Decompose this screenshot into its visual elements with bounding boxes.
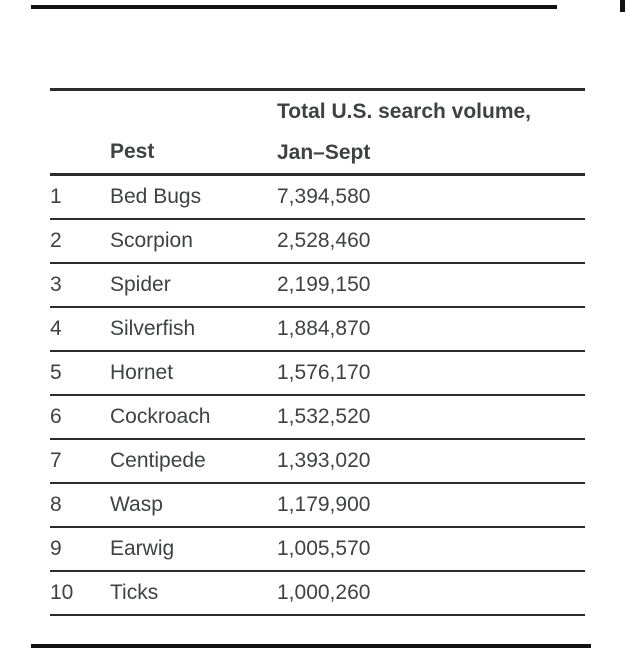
- rank-cell: 4: [50, 317, 62, 340]
- rank-cell: 1: [50, 185, 62, 208]
- rank-cell: 3: [50, 273, 62, 296]
- table-row: [50, 440, 585, 484]
- pest-cell: Hornet: [110, 361, 174, 384]
- table-row: [50, 308, 585, 352]
- pest-search-volume-table: [50, 88, 585, 616]
- volume-cell: 1,576,170: [277, 361, 371, 384]
- rank-cell: 9: [50, 537, 62, 560]
- rank-cell: 5: [50, 361, 62, 384]
- volume-cell: 1,884,870: [277, 317, 371, 340]
- volume-cell: 7,394,580: [277, 185, 371, 208]
- volume-cell: 1,179,900: [277, 493, 371, 516]
- pest-cell: Bed Bugs: [110, 185, 202, 208]
- rank-cell: 6: [50, 405, 62, 428]
- pest-cell: Scorpion: [110, 229, 193, 252]
- table-row: [50, 396, 585, 440]
- volume-cell: 2,199,150: [277, 273, 371, 296]
- volume-cell: 1,005,570: [277, 537, 371, 560]
- table-row: [50, 528, 585, 572]
- pest-cell: Centipede: [110, 449, 206, 472]
- volume-cell: 1,000,260: [277, 581, 371, 604]
- rank-cell: 10: [50, 581, 74, 604]
- top-border-line: [31, 5, 557, 9]
- top-right-line-fragment: [620, 0, 625, 12]
- pest-cell: Ticks: [110, 581, 159, 604]
- pest-cell: Cockroach: [110, 405, 211, 428]
- pest-cell: Wasp: [110, 493, 163, 516]
- table-row: [50, 176, 585, 220]
- table-row: [50, 572, 585, 616]
- table-header-row: [50, 88, 585, 176]
- bottom-border-line: [31, 644, 591, 648]
- table-row: [50, 484, 585, 528]
- volume-header-line2: Jan–Sept: [277, 141, 371, 164]
- pest-header-cell: Pest: [110, 140, 155, 163]
- pest-cell: Spider: [110, 273, 171, 296]
- volume-cell: 1,532,520: [277, 405, 371, 428]
- rank-cell: 8: [50, 493, 62, 516]
- rank-header-cell: [50, 91, 110, 173]
- table-row: [50, 220, 585, 264]
- rank-cell: 2: [50, 229, 62, 252]
- volume-cell: 1,393,020: [277, 449, 371, 472]
- volume-header-cell: [277, 91, 585, 173]
- volume-header-line1: Total U.S. search volume,: [277, 100, 532, 123]
- volume-cell: 2,528,460: [277, 229, 371, 252]
- rank-cell: 7: [50, 449, 62, 472]
- table-row: [50, 264, 585, 308]
- pest-cell: Silverfish: [110, 317, 196, 340]
- table-row: [50, 352, 585, 396]
- pest-cell: Earwig: [110, 537, 175, 560]
